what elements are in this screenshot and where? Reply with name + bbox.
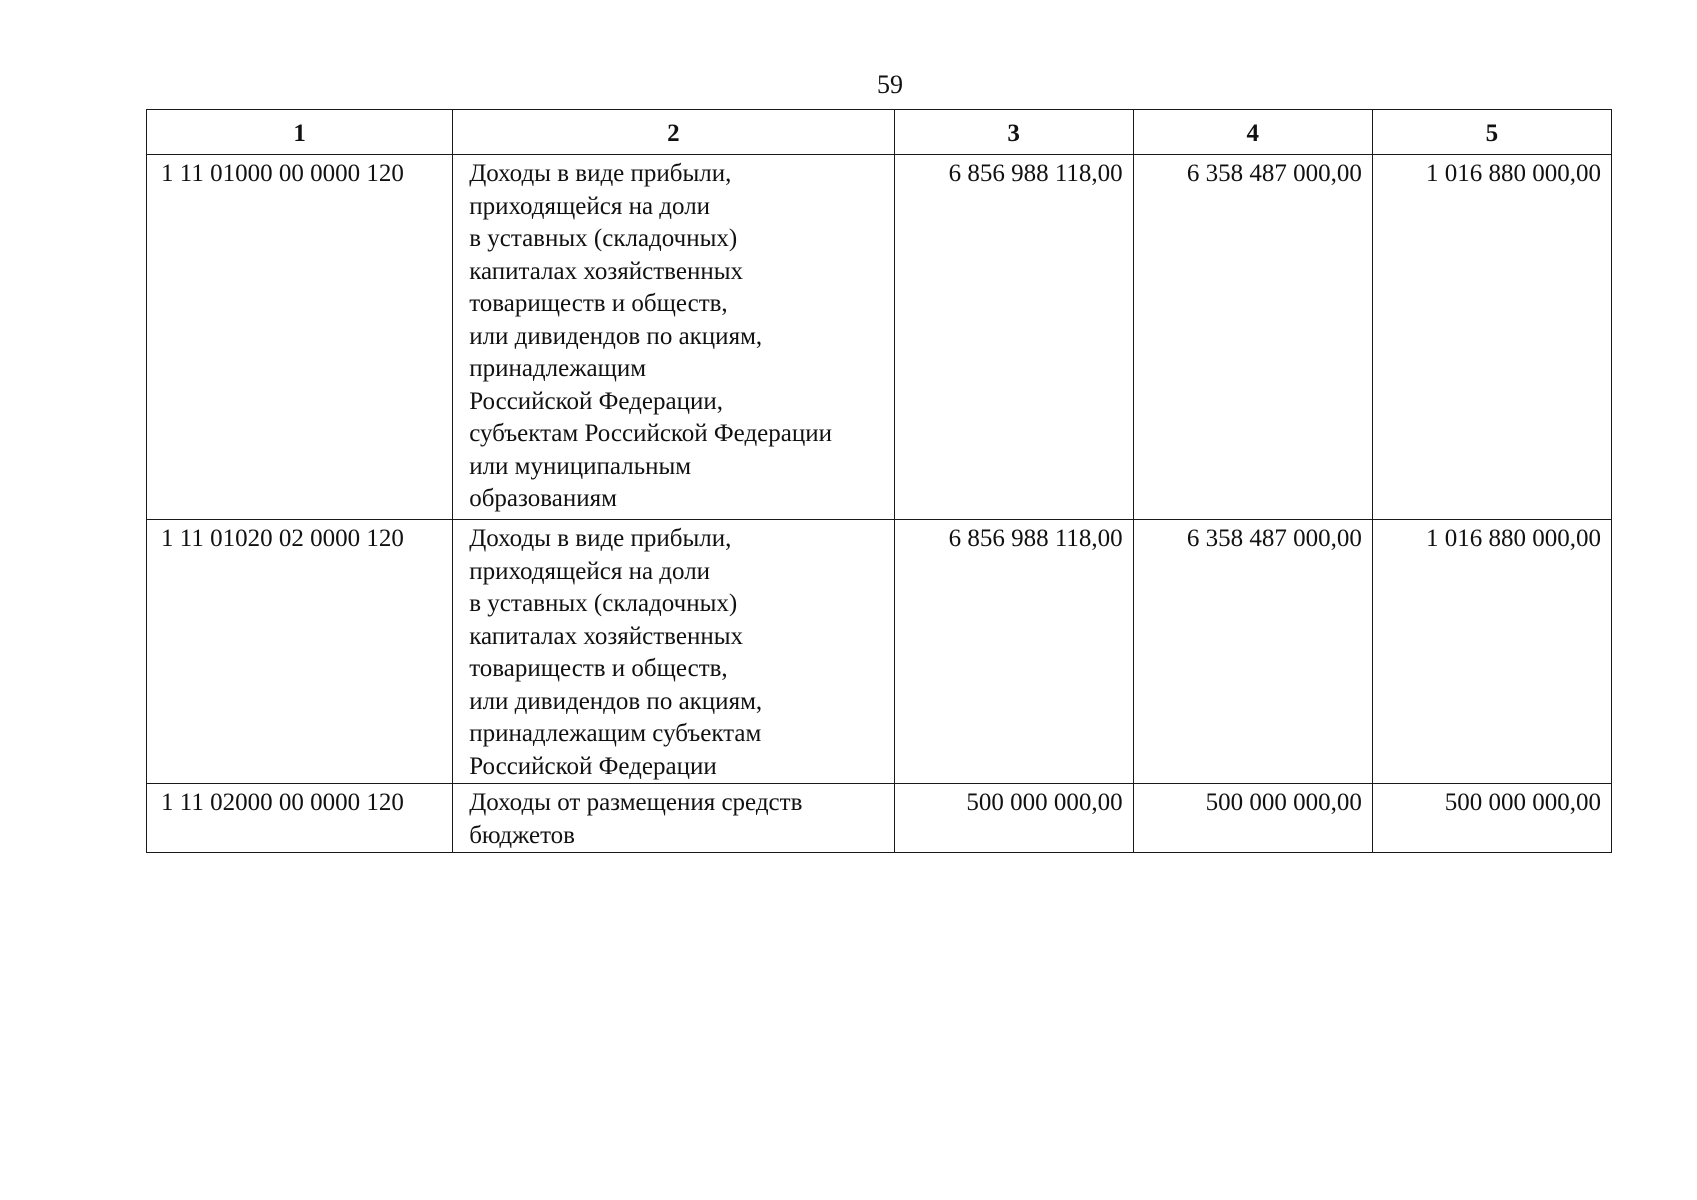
amount-col-5-cell: 1 016 880 000,00 [1372, 520, 1611, 784]
amount-col-5-cell: 500 000 000,00 [1372, 784, 1611, 853]
budget-revenue-table [146, 109, 1612, 853]
amount-col-3-cell: 500 000 000,00 [894, 784, 1133, 853]
header-col-3: 3 [894, 110, 1133, 155]
table-row [147, 520, 1612, 784]
header-col-4: 4 [1133, 110, 1372, 155]
header-col-2: 2 [453, 110, 894, 155]
amount-col-4-cell: 500 000 000,00 [1133, 784, 1372, 853]
amount-col-5-cell: 1 016 880 000,00 [1372, 155, 1611, 520]
table-row [147, 155, 1612, 520]
header-col-5: 5 [1372, 110, 1611, 155]
amount-col-4-cell: 6 358 487 000,00 [1133, 155, 1372, 520]
table-header-row [147, 110, 1612, 155]
page-number: 59 [877, 70, 903, 99]
header-col-1: 1 [147, 110, 453, 155]
amount-col-4-cell: 6 358 487 000,00 [1133, 520, 1372, 784]
revenue-name-cell: Доходы от размещения средств бюджетов [453, 784, 894, 853]
revenue-code-cell: 1 11 01020 02 0000 120 [147, 520, 453, 784]
amount-col-3-cell: 6 856 988 118,00 [894, 155, 1133, 520]
table-row [147, 784, 1612, 853]
revenue-name-cell: Доходы в виде прибыли, приходящейся на доли в уставных (складочных) капиталах хозяйственных товариществ и обществ, или дивидендов по акциям, принадлежащим субъектам Российской Федерации [453, 520, 894, 784]
revenue-name-cell: Доходы в виде прибыли, приходящейся на доли в уставных (складочных) капиталах хозяйственных товариществ и обществ, или дивидендов по акциям, принадлежащим Российской Федерации, субъектам Российской Федерации или муниципальным образованиям [453, 155, 894, 520]
revenue-code-cell: 1 11 01000 00 0000 120 [147, 155, 453, 520]
revenue-code-cell: 1 11 02000 00 0000 120 [147, 784, 453, 853]
amount-col-3-cell: 6 856 988 118,00 [894, 520, 1133, 784]
